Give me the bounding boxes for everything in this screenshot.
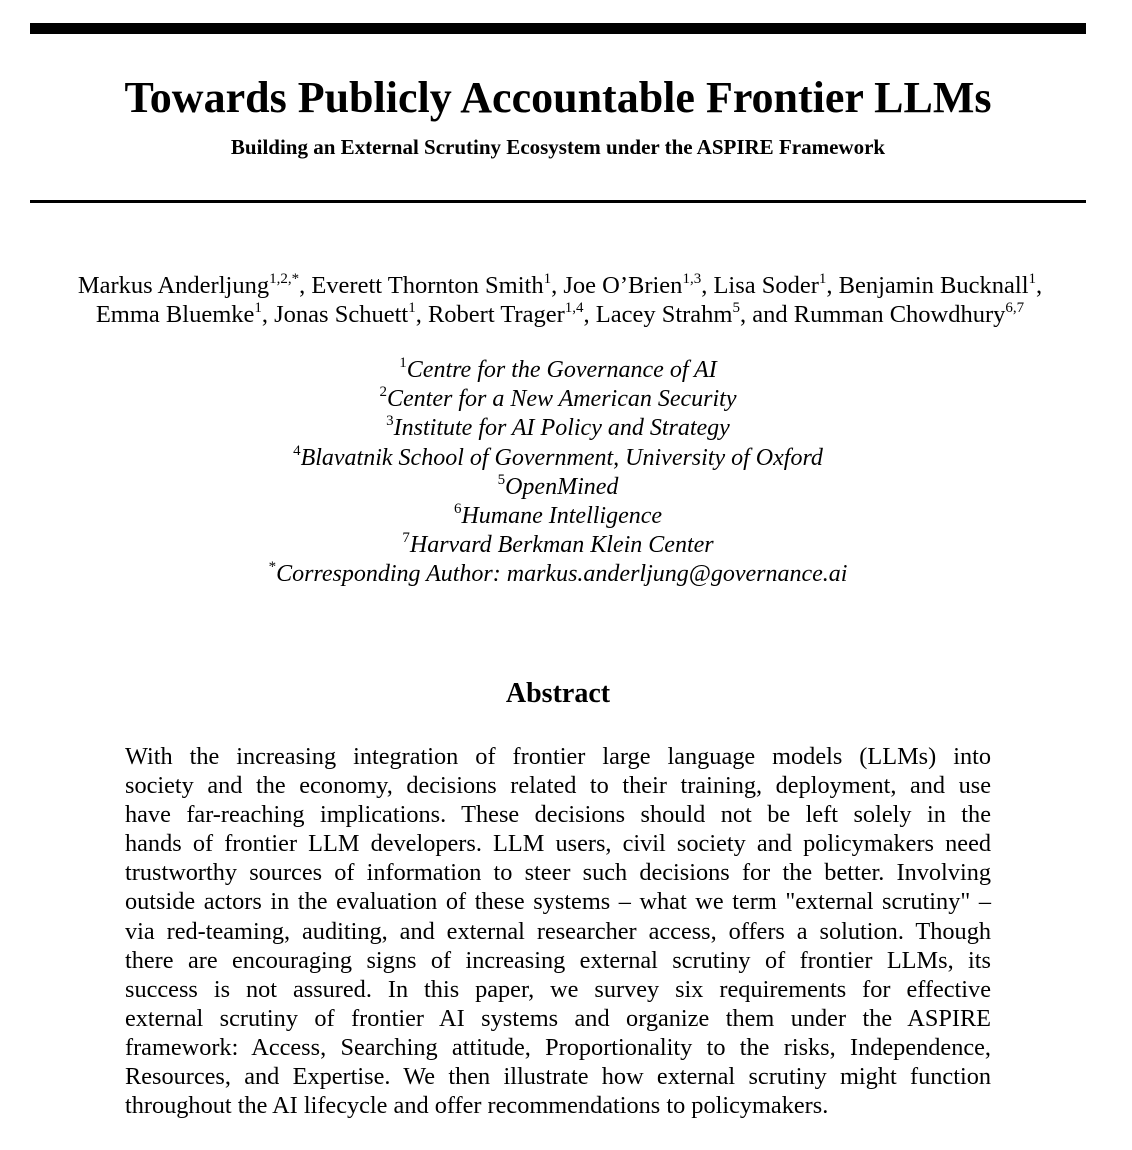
author-affil-marker: 1	[543, 270, 552, 287]
abstract-line: society and the economy, decisions related to their training, deployment, and use	[125, 772, 991, 800]
affiliation-text: Blavatnik School of Government, University of Oxford	[300, 444, 823, 471]
affiliation-item	[0, 385, 1116, 414]
author-separator: ,	[415, 301, 428, 328]
corresponding-author	[0, 560, 1116, 589]
author-line-1	[0, 271, 1120, 300]
top-rule	[30, 23, 1086, 34]
affiliation-item	[0, 444, 1116, 473]
affiliation-marker: 1	[399, 355, 407, 371]
abstract-line: external scrutiny of frontier AI systems and organize them under the ASPIRE	[125, 1004, 991, 1032]
author-affil-marker: 1	[408, 299, 416, 316]
abstract-line: trustworthy sources of information to steer such decisions for the better. Involving	[125, 859, 991, 887]
author-name: Rumman Chowdhury	[793, 301, 1006, 328]
abstract-body	[125, 742, 991, 1120]
abstract-line: With the increasing integration of frontier large language models (LLMs) into	[125, 743, 991, 770]
author-affil-marker: 1	[818, 270, 827, 287]
author-name: Lisa Soder	[713, 272, 819, 299]
author-list	[0, 271, 1120, 329]
author-name: Jonas Schuett	[274, 301, 409, 328]
title-rule	[30, 200, 1086, 203]
author-affil-marker: 1	[254, 299, 262, 316]
author-name: Lacey Strahm	[595, 301, 733, 328]
abstract-line: outside actors in the evaluation of these systems – what we term "external scrutiny" –	[125, 888, 991, 916]
abstract-line: have far-reaching implications. These decisions should not be left solely in the	[125, 801, 991, 829]
author-separator: ,	[701, 272, 714, 299]
affiliation-item	[0, 473, 1116, 502]
affiliation-marker: 6	[453, 501, 462, 518]
author-separator: ,	[826, 272, 839, 299]
author-separator: ,	[299, 272, 312, 299]
affiliation-text: Corresponding Author: markus.anderljung@governance.ai	[276, 561, 848, 588]
author-separator: ,	[551, 272, 564, 299]
paper-subtitle: Building an External Scrutiny Ecosystem under the ASPIRE Framework	[230, 135, 886, 159]
affiliation-marker: 5	[497, 471, 506, 488]
author-separator: ,	[261, 301, 275, 328]
affiliation-item	[0, 414, 1116, 443]
author-name: Everett Thornton Smith	[311, 272, 544, 299]
abstract-line: hands of frontier LLM developers. LLM users, civil society and policymakers need	[125, 830, 991, 858]
affiliation-item	[0, 502, 1116, 531]
affiliation-item	[0, 531, 1116, 560]
affiliation-marker: 4	[293, 442, 301, 459]
affiliation-item	[0, 356, 1116, 385]
author-separator: ,	[1036, 272, 1043, 299]
affiliation-text: Centre for the Governance of AI	[406, 357, 717, 383]
author-affil-marker: 1,4	[564, 299, 584, 316]
affiliation-text: Institute for AI Policy and Strategy	[393, 415, 730, 442]
abstract-line: throughout the AI lifecycle and offer recommendations to policymakers.	[125, 1092, 829, 1120]
affiliation-text: Center for a New American Security	[387, 386, 737, 413]
affiliation-text: Harvard Berkman Klein Center	[409, 532, 714, 559]
author-affil-marker: 6,7	[1005, 299, 1025, 316]
abstract-line: framework: Access, Searching attitude, Proportionality to the risks, Independence,	[125, 1033, 991, 1061]
author-name: Joe O’Brien	[563, 272, 683, 299]
author-name: Emma Bluemke	[95, 301, 255, 328]
affiliation-text: Humane Intelligence	[461, 503, 663, 530]
affiliation-list	[0, 356, 1116, 590]
affiliation-marker: 2	[379, 384, 387, 401]
affiliation-text: OpenMined	[505, 473, 619, 500]
author-line-2	[0, 300, 1120, 329]
paper-title: Towards Publicly Accountable Frontier LLMs	[124, 73, 992, 122]
author-name: Robert Trager	[427, 301, 565, 328]
author-affil-marker: 1	[1028, 270, 1036, 287]
abstract-line: there are encouraging signs of increasing external scrutiny of frontier LLMs, its	[125, 946, 991, 974]
abstract-line: Resources, and Expertise. We then illustrate how external scrutiny might function	[125, 1063, 991, 1091]
author-affil-marker: 1,2,*	[269, 270, 300, 287]
abstract-line: success is not assured. In this paper, we survey six requirements for effective	[125, 975, 991, 1003]
author-affil-marker: 1,3	[682, 270, 702, 287]
author-affil-marker: 5	[732, 299, 740, 316]
author-name: Benjamin Bucknall	[838, 272, 1029, 299]
author-separator: ,	[583, 301, 596, 328]
affiliation-marker: 3	[386, 413, 394, 430]
abstract-heading: Abstract	[505, 678, 611, 709]
abstract-line: via red-teaming, auditing, and external researcher access, offers a solution. Though	[125, 917, 991, 945]
author-name: Markus Anderljung	[77, 272, 270, 299]
author-separator: , and	[740, 301, 794, 328]
affiliation-marker: *	[268, 559, 277, 576]
affiliation-marker: 7	[402, 530, 410, 547]
